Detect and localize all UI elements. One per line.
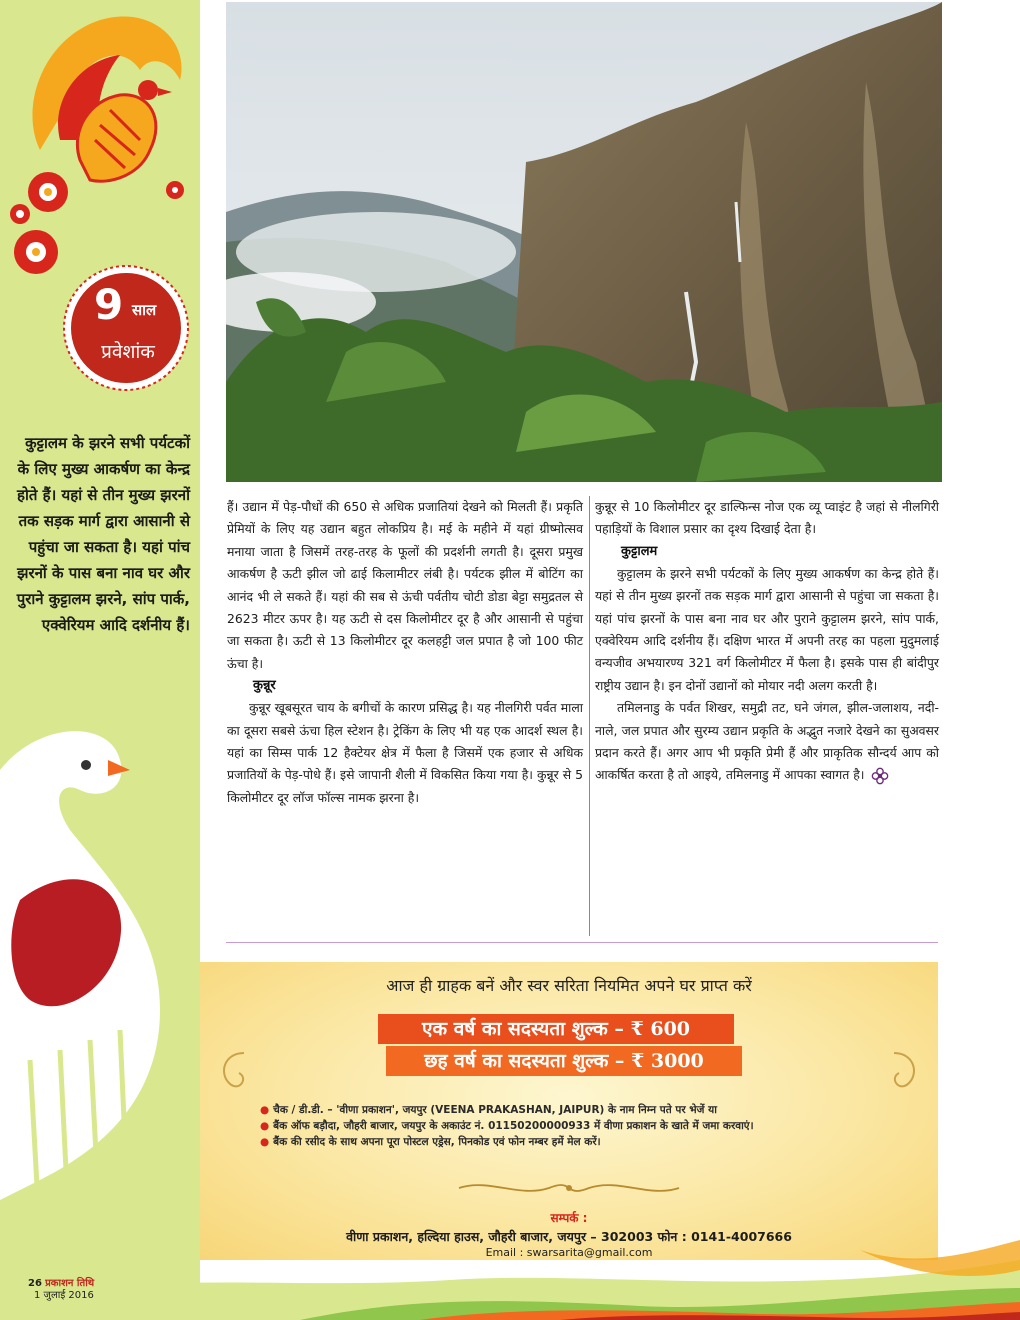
pull-quote: कुट्टालम के झरने सभी पर्यटकों के लिए मुख्य आकर्षण का केन्द्र होते हैं। यहां से तीन मुख्य झरनों तक सड़क मार्ग द्वारा आसानी से पहुंचा जा सकता है। यहां पांच झरनों के पास बना नाव घर और पुराने कुट्टालम झरने, सांप पार्क, एक्वेरियम आदि दर्शनीय हैं। [16,434,190,634]
article-column-2 [595,496,939,787]
column-divider [589,496,590,936]
sidebar-art [0,0,200,1320]
peacock-icon [33,16,182,181]
subscription-ad [200,962,938,1260]
badge-label: प्रवेशांक [101,341,155,363]
badge-number: 9 [94,280,124,329]
payment-instructions [260,1102,900,1150]
contact-address: वीणा प्रकाशन, हल्दिया हाउस, जौहरी बाजार, जयपुर – 302003 फोन : 0141-4007666 [346,1229,792,1244]
scroll-ornament-right [884,1048,924,1108]
page-footer [28,1278,94,1302]
article-column-1 [227,496,583,809]
footer-label: प्रकाशन तिथि [45,1278,95,1289]
price-band-one-year: एक वर्ष का सदस्यता शुल्क – ₹ 600 [378,1014,734,1044]
badge-text [70,280,186,376]
bullet-icon: ● [260,1136,270,1148]
scroll-ornament-left [214,1048,254,1108]
article-paragraph-last [595,697,939,787]
contact-label: सम्पर्क : [550,1211,588,1225]
instruction-item [260,1102,900,1118]
badge-sal: साल [132,301,157,319]
instruction-text: बैंक ऑफ बड़ौदा, जौहरी बाजार, जयपुर के अकाउंट नं. 01150200000933 में वीणा प्रकाशन के खाते में जमा करवाएं। [273,1120,754,1132]
instruction-item [260,1134,900,1150]
page-number: 26 [28,1278,42,1289]
landscape-photo [226,2,942,482]
instruction-item [260,1118,900,1134]
flower-icon [10,172,184,274]
publication-date: 1 जुलाई 2016 [34,1290,94,1301]
instruction-text: बैंक की रसीद के साथ अपना पूरा पोस्टल एड्रेस, पिनकोड एवं फोन नम्बर हमें मेल करें। [273,1136,601,1148]
section-heading-courtallam: कुट्टालम [621,543,658,559]
flourish-divider [449,1176,689,1200]
bird-illustration [0,731,160,1250]
section-heading-coonoor: कुन्नूर [253,678,276,694]
bullet-icon: ● [260,1104,270,1116]
article-paragraph: कुन्नूर खूबसूरत चाय के बगीचों के कारण प्रसिद्ध है। यह नीलगिरी पर्वत माला का दूसरा सबसे ऊंचा हिल स्टेशन है। ट्रेकिंग के लिए भी यह एक आदर्श स्थल है। यहां का सिम्स पार्क 12 हैक्टेयर क्षेत्र में फैला है जिसमें एक हजार से अधिक प्रजातियों के पेड़-पोधे हैं। इसे जापानी शैली में विकसित किया गया है। कुन्नूर से 5 किलोमीटर दूर लॉज फॉल्स नामक झरना है। [227,700,583,805]
end-flower-icon [871,767,889,785]
instruction-text: चैक / डी.डी. – 'वीणा प्रकाशन', जयपुर (VEENA PRAKASHAN, JAIPUR) के नाम निम्न पते पर भेजें या [273,1104,717,1116]
price-band-six-year: छह वर्ष का सदस्यता शुल्क – ₹ 3000 [386,1046,742,1076]
article-paragraph: हैं। उद्यान में पेड़-पौधों की 650 से अधिक प्रजातियां देखने को मिलती हैं। प्रकृति प्रेमियों के लिए यह उद्यान बहुत लोकप्रिय है। मई के महीने में यहां ग्रीष्मोत्सव मनाया जाता है जिसमें तरह-तरह के फूलों की प्रदर्शनी लगती है। दूसरा प्रमुख आकर्षण है ऊटी झील जो ढाई किलामीटर लंबी है। पर्यटक झील में बोटिंग का आनंद भी ले सकते हैं। यहां की सब से ऊंची पर्वतीय चोटी डोडा बेट्टा समुद्रतल से 2623 मीटर ऊपर है। यह ऊटी से दस किलोमीटर दूर है और आसानी से पहुंचा जा सकता है। ऊटी से 13 किलोमीटर दूर कलहट्टी जल प्रपात है जो 100 फीट ऊंचा है। [227,499,583,671]
bullet-icon: ● [260,1120,270,1132]
section-divider [226,942,938,943]
decorative-sidebar [0,0,200,1320]
mountain-photo [226,2,942,482]
article-paragraph: कुट्टालम के झरने सभी पर्यटकों के लिए मुख्य आकर्षण का केन्द्र होते हैं। यहां से तीन मुख्य झरनों तक सड़क मार्ग द्वारा आसानी से पहुंचा जा सकता है। यहां पांच झरनों के पास बना नाव घर और पुराने कुट्टालम झरने, सांप पार्क, एक्वेरियम आदि दर्शनीय हैं। दक्षिण भारत में अपनी तरह का पहला मुदुमलाई वन्यजीव अभयारण्य 321 वर्ग किलोमीटर में फैला है। इसके पास ही बांदीपुर राष्ट्रीय उद्यान है। इन दोनों उद्यानों को मोयार नदी अलग करती है। [595,565,939,693]
contact-email: Email : swarsarita@gmail.com [485,1246,653,1259]
ad-headline: आज ही ग्राहक बनें और स्वर सरिता नियमित अपने घर प्राप्त करें [386,976,752,995]
article-paragraph: कुन्नूर से 10 किलोमीटर दूर डाल्फिन्स नोज एक व्यू प्वाइंट है जहां से नीलगिरी पहाड़ियों के विशाल प्रसार का दृश्य दिखाई देता है। [595,499,939,537]
article-paragraph-text: तमिलनाडु के पर्वत शिखर, समुद्री तट, घने जंगल, झील-जलाशय, नदी-नाले, जल प्रपात और सुरम्य उद्यान प्रकृति के अद्भुत नजारे देखने का सुअवसर प्रदान करते हैं। अगर आप भी प्रकृति प्रेमी हैं और प्राकृतिक सौन्दर्य आप को आकर्षित करता है तो आइये, तमिलनाडु में आपका स्वागत है। [595,700,939,783]
bottom-wave-decoration [0,1240,1020,1320]
